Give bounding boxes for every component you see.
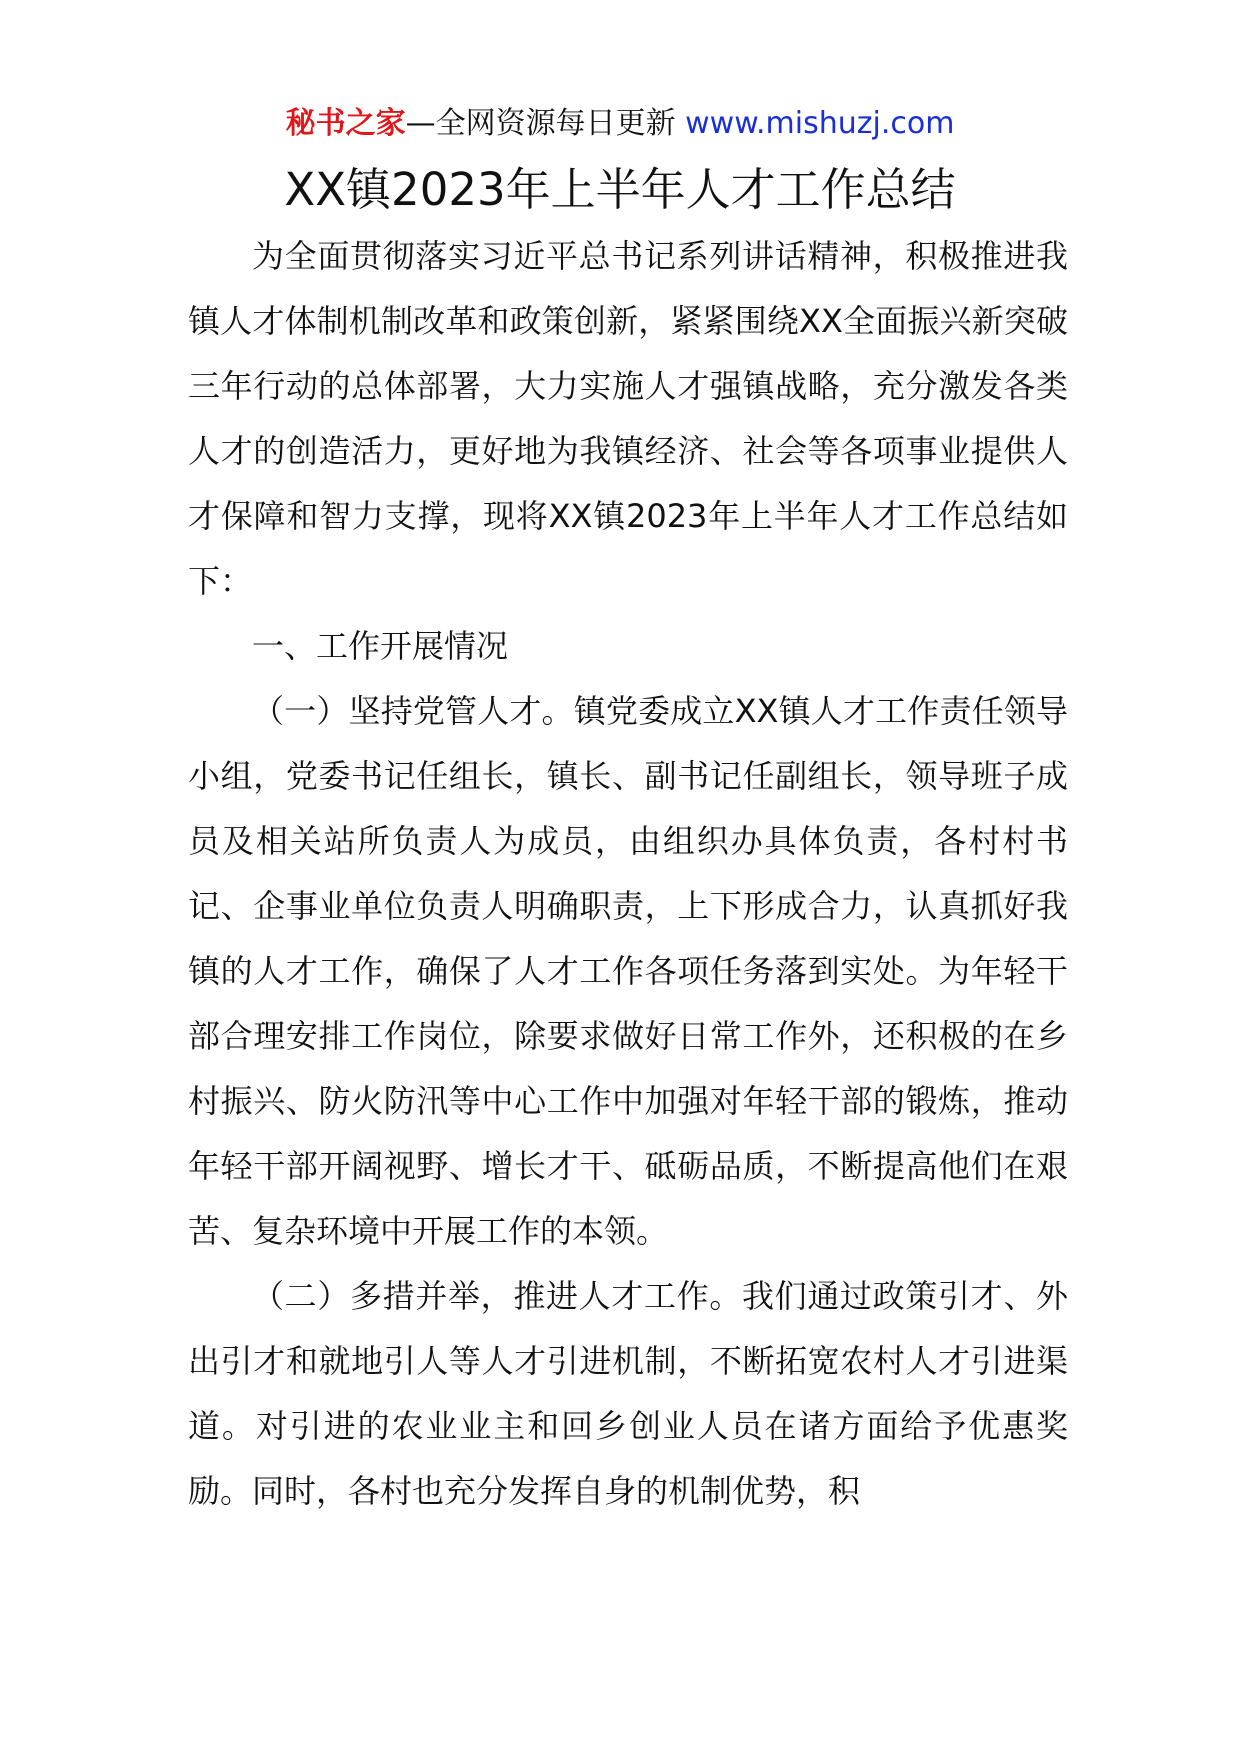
site-slogan: —全网资源每日更新 bbox=[405, 106, 686, 141]
document-body bbox=[188, 224, 1068, 1524]
site-url-link[interactable]: www.mishuzj.com bbox=[685, 106, 955, 141]
body-paragraph: （一）坚持党管人才。镇党委成立XX镇人才工作责任领导小组，党委书记任组长，镇长、副书记任副组长，领导班子成员及相关站所负责人为成员，由组织办具体负责，各村村书记、企事业单位负责人明确职责，上下形成合力，认真抓好我镇的人才工作，确保了人才工作各项任务落到实处。为年轻干部合理安排工作岗位，除要求做好日常工作外，还积极的在乡村振兴、防火防汛等中心工作中加强对年轻干部的锻炼，推动年轻干部开阔视野、增长才干、砥砺品质，不断提高他们在艰苦、复杂环境中开展工作的本领。 bbox=[188, 692, 1068, 1250]
document-title: XX镇2023年上半年人才工作总结 bbox=[284, 163, 956, 216]
site-header bbox=[0, 104, 1240, 144]
intro-paragraph: 为全面贯彻落实习近平总书记系列讲话精神，积极推进我镇人才体制机制改革和政策创新，紧紧围绕XX全面振兴新突破三年行动的总体部署，大力实施人才强镇战略，充分激发各类人才的创造活力，更好地为我镇经济、社会等各项事业提供人才保障和智力支撑，现将XX镇2023年上半年人才工作总结如下： bbox=[188, 237, 1068, 600]
section-heading: 一、工作开展情况 bbox=[252, 627, 509, 665]
body-paragraph: （二）多措并举，推进人才工作。我们通过政策引才、外出引才和就地引人等人才引进机制，不断拓宽农村人才引进渠道。对引进的农业业主和回乡创业人员在诸方面给予优惠奖励。同时，各村也充分发挥自身的机制优势，积 bbox=[188, 1277, 1068, 1510]
brand-name: 秘书之家 bbox=[285, 106, 406, 141]
